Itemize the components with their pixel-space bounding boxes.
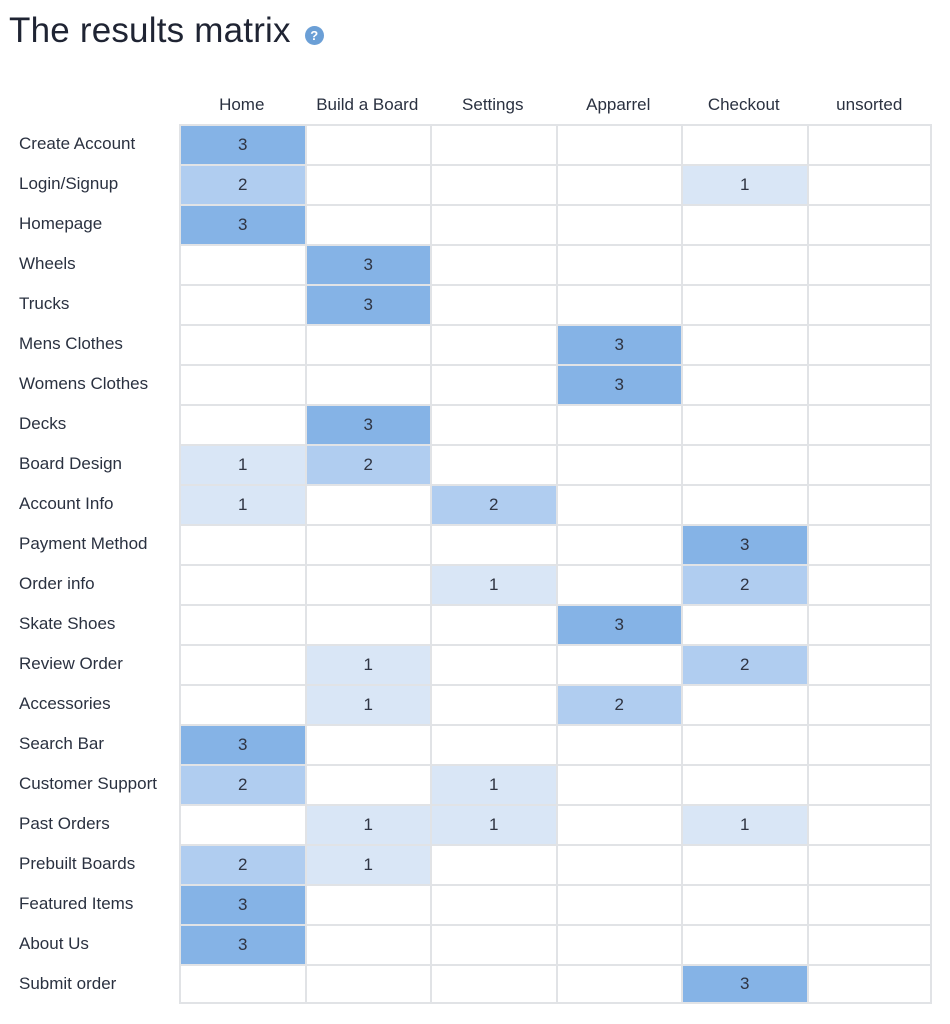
matrix-cell: [807, 124, 933, 164]
matrix-corner: [10, 84, 179, 124]
matrix-cell: [556, 124, 682, 164]
row-label: Decks: [19, 414, 67, 433]
row-label: Prebuilt Boards: [19, 854, 136, 873]
matrix-cell: [807, 324, 933, 364]
matrix-cell: [430, 284, 556, 324]
matrix-cell: 3: [179, 124, 305, 164]
matrix-cell: 1: [681, 164, 807, 204]
matrix-cell: [556, 884, 682, 924]
matrix-cell: [681, 364, 807, 404]
matrix-cell: [556, 204, 682, 244]
matrix-cell: [807, 244, 933, 284]
matrix-cell: [681, 604, 807, 644]
matrix-cell: [305, 364, 431, 404]
matrix-cell: 1: [430, 564, 556, 604]
matrix-cell: [556, 764, 682, 804]
matrix-cell: 3: [305, 404, 431, 444]
matrix-cell: [807, 684, 933, 724]
matrix-cell: [681, 444, 807, 484]
matrix-cell: [807, 364, 933, 404]
matrix-cell: [305, 324, 431, 364]
matrix-cell: 3: [179, 204, 305, 244]
matrix-cell: [430, 884, 556, 924]
matrix-cell: [179, 684, 305, 724]
matrix-cell: [807, 924, 933, 964]
matrix-cell: [807, 284, 933, 324]
matrix-cell: [807, 604, 933, 644]
matrix-cell: [807, 884, 933, 924]
matrix-cell: [430, 444, 556, 484]
row-label: Account Info: [19, 494, 114, 513]
row-label: Customer Support: [19, 774, 157, 793]
matrix-cell: 1: [305, 684, 431, 724]
matrix-cell: [807, 564, 933, 604]
matrix-cell: [430, 324, 556, 364]
matrix-cell: 2: [179, 844, 305, 884]
matrix-cell: [305, 164, 431, 204]
matrix-cell: [556, 444, 682, 484]
matrix-cell: [305, 524, 431, 564]
row-label: Board Design: [19, 454, 123, 473]
matrix-cell: [807, 804, 933, 844]
matrix-cell: 3: [179, 724, 305, 764]
matrix-cell: [430, 404, 556, 444]
matrix-cell: [305, 764, 431, 804]
matrix-cell: 1: [179, 444, 305, 484]
matrix-cell: [430, 644, 556, 684]
row-label: Trucks: [19, 294, 70, 313]
matrix-cell: [305, 964, 431, 1004]
column-header: Build a Board: [316, 95, 419, 114]
page-title: The results matrix: [9, 11, 291, 50]
matrix-cell: [556, 284, 682, 324]
row-label: Featured Items: [19, 894, 134, 913]
matrix-cell: 1: [430, 764, 556, 804]
row-label: Past Orders: [19, 814, 110, 833]
matrix-cell: [430, 364, 556, 404]
matrix-cell: 3: [179, 884, 305, 924]
matrix-cell: 2: [681, 564, 807, 604]
matrix-cell: [556, 404, 682, 444]
matrix-cell: [179, 284, 305, 324]
column-header: Checkout: [707, 95, 780, 114]
row-label: Search Bar: [19, 734, 105, 753]
matrix-cell: 3: [179, 924, 305, 964]
matrix-cell: [305, 484, 431, 524]
matrix-cell: [556, 484, 682, 524]
matrix-cell: [430, 164, 556, 204]
row-label: Order info: [19, 574, 95, 593]
matrix-cell: [681, 484, 807, 524]
matrix-cell: [430, 604, 556, 644]
matrix-cell: [179, 244, 305, 284]
matrix-cell: [681, 764, 807, 804]
matrix-cell: 3: [556, 364, 682, 404]
matrix-cell: [681, 404, 807, 444]
row-label: Payment Method: [19, 534, 148, 553]
matrix-cell: [681, 284, 807, 324]
matrix-cell: 2: [305, 444, 431, 484]
matrix-cell: [179, 564, 305, 604]
column-header: unsorted: [836, 95, 903, 114]
column-header: Settings: [462, 95, 524, 114]
row-label: About Us: [19, 934, 89, 953]
matrix-cell: [556, 644, 682, 684]
matrix-cell: 2: [430, 484, 556, 524]
matrix-cell: [305, 884, 431, 924]
matrix-cell: 1: [305, 644, 431, 684]
matrix-cell: [807, 844, 933, 884]
row-label: Login/Signup: [19, 174, 119, 193]
matrix-cell: [681, 844, 807, 884]
matrix-cell: [305, 604, 431, 644]
matrix-cell: [556, 724, 682, 764]
matrix-cell: [681, 884, 807, 924]
matrix-cell: [430, 844, 556, 884]
matrix-cell: [681, 244, 807, 284]
matrix-cell: [681, 204, 807, 244]
matrix-cell: [430, 124, 556, 164]
matrix-cell: 1: [305, 844, 431, 884]
matrix-cell: [556, 964, 682, 1004]
matrix-cell: [305, 924, 431, 964]
matrix-cell: [179, 604, 305, 644]
matrix-cell: [556, 244, 682, 284]
row-label: Submit order: [19, 974, 117, 993]
matrix-cell: [430, 964, 556, 1004]
row-label: Womens Clothes: [19, 374, 149, 393]
matrix-cell: [179, 644, 305, 684]
row-label: Skate Shoes: [19, 614, 116, 633]
matrix-cell: 3: [556, 324, 682, 364]
matrix-cell: [681, 124, 807, 164]
matrix-cell: 1: [681, 804, 807, 844]
matrix-cell: [807, 524, 933, 564]
matrix-cell: [807, 764, 933, 804]
page-header: [9, 6, 324, 56]
matrix-cell: [430, 524, 556, 564]
matrix-cell: [807, 964, 933, 1004]
matrix-cell: [430, 244, 556, 284]
matrix-cell: [179, 404, 305, 444]
matrix-cell: [807, 724, 933, 764]
matrix-cell: [305, 204, 431, 244]
matrix-cell: [681, 724, 807, 764]
results-matrix: [10, 84, 936, 1004]
matrix-cell: [556, 524, 682, 564]
matrix-cell: 1: [305, 804, 431, 844]
matrix-cell: [556, 924, 682, 964]
matrix-cell: [179, 804, 305, 844]
matrix-cell: [430, 684, 556, 724]
row-label: Mens Clothes: [19, 334, 123, 353]
matrix-cell: [807, 164, 933, 204]
matrix-cell: 3: [681, 964, 807, 1004]
row-label: Create Account: [19, 134, 136, 153]
matrix-cell: [305, 124, 431, 164]
matrix-cell: [305, 724, 431, 764]
row-label: Wheels: [19, 254, 76, 273]
matrix-cell: 3: [305, 244, 431, 284]
matrix-cell: [807, 404, 933, 444]
matrix-cell: 2: [556, 684, 682, 724]
matrix-cell: 3: [556, 604, 682, 644]
help-icon[interactable]: ?: [305, 26, 324, 45]
matrix-cell: [556, 804, 682, 844]
matrix-cell: [807, 204, 933, 244]
matrix-cell: [807, 644, 933, 684]
matrix-cell: 3: [305, 284, 431, 324]
matrix-cell: [179, 324, 305, 364]
matrix-cell: [681, 684, 807, 724]
matrix-cell: [430, 204, 556, 244]
matrix-cell: [556, 564, 682, 604]
matrix-cell: 1: [179, 484, 305, 524]
matrix-cell: [807, 444, 933, 484]
matrix-cell: 2: [179, 164, 305, 204]
matrix-cell: [430, 724, 556, 764]
row-label: Homepage: [19, 214, 103, 233]
matrix-cell: [681, 324, 807, 364]
row-label: Review Order: [19, 654, 123, 673]
matrix-cell: [681, 924, 807, 964]
column-header: Home: [219, 95, 265, 114]
matrix-cell: [430, 924, 556, 964]
matrix-cell: [556, 844, 682, 884]
matrix-cell: [807, 484, 933, 524]
matrix-cell: [179, 364, 305, 404]
matrix-cell: 1: [430, 804, 556, 844]
column-header: Apparrel: [586, 95, 651, 114]
row-label: Accessories: [19, 694, 111, 713]
matrix-cell: 3: [681, 524, 807, 564]
matrix-cell: [305, 564, 431, 604]
matrix-cell: 2: [179, 764, 305, 804]
matrix-cell: [179, 964, 305, 1004]
matrix-cell: [556, 164, 682, 204]
matrix-cell: 2: [681, 644, 807, 684]
matrix-cell: [179, 524, 305, 564]
